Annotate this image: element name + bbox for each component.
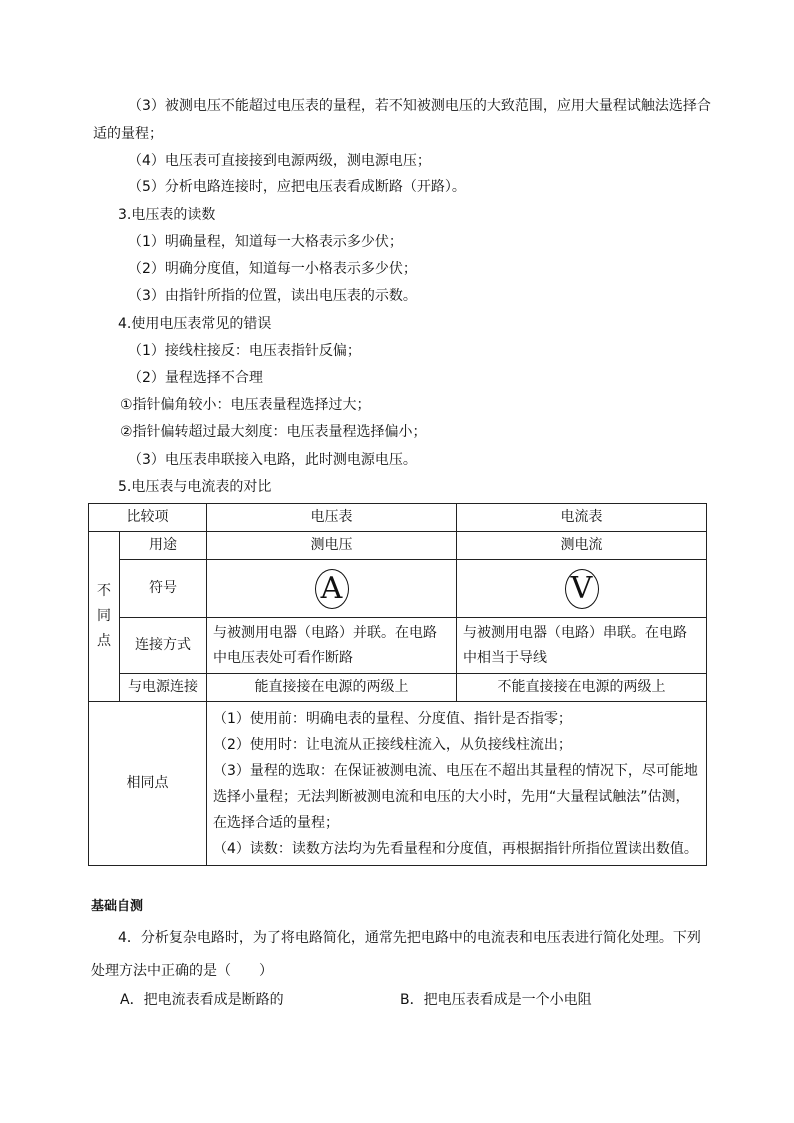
note-line: （4）电压表可直接接到电源两级，测电源电压； (128, 153, 431, 169)
voltmeter-cell: 与被测用电器（电路）并联。在电路中电压表处可看作断路 (207, 618, 457, 674)
header-voltmeter: 电压表 (207, 504, 457, 532)
note-line: （1）接线柱接反：电压表指针反偏； (128, 343, 361, 359)
diff-label: 不 同 点 (89, 532, 120, 702)
note-line: 适的量程； (93, 126, 163, 142)
option-b[interactable]: B．把电压表看成是一个小电阻 (400, 992, 592, 1008)
same-item: （2）使用时：让电流从正接线柱流入，从负接线柱流出； (213, 736, 572, 753)
note-line: （3）电压表串联接入电路，此时测电源电压。 (128, 452, 417, 468)
table-row (89, 702, 707, 866)
note-line: ②指针偏转超过最大刻度：电压表量程选择偏小； (120, 424, 427, 440)
ammeter-symbol-cell (457, 560, 707, 618)
note-line: （2）量程选择不合理 (128, 370, 263, 386)
same-item: （1）使用前：明确电表的量程、分度值、指针是否指零； (213, 710, 572, 727)
ammeter-cell: 与被测用电器（电路）串联。在电路中相当于导线 (457, 618, 707, 674)
note-line: （3）由指针所指的位置，读出电压表的示数。 (128, 288, 417, 304)
table-row (89, 674, 707, 702)
note-line: （5）分析电路连接时，应把电压表看成断路（开路）。 (128, 179, 466, 195)
option-a[interactable]: A．把电流表看成是断路的 (120, 992, 284, 1008)
section-title: 5.电压表与电流表的对比 (118, 479, 272, 495)
ammeter-symbol-icon: A (315, 569, 349, 609)
row-label: 连接方式 (120, 618, 207, 674)
header-ammeter: 电流表 (457, 504, 707, 532)
table-row (89, 532, 707, 560)
table-row (89, 618, 707, 674)
same-cell (207, 702, 707, 866)
voltmeter-symbol-cell (207, 560, 457, 618)
table-row (89, 560, 707, 618)
voltmeter-cell: 测电压 (207, 532, 457, 560)
section-heading: 基础自测 (91, 899, 144, 914)
ammeter-cell: 不能直接接在电源的两级上 (457, 674, 707, 702)
section-title: 3.电压表的读数 (118, 207, 216, 223)
note-line: （1）明确量程，知道每一大格表示多少伏； (128, 234, 403, 250)
row-label: 符号 (120, 560, 207, 618)
section-title: 4.使用电压表常见的错误 (118, 316, 272, 332)
question-line: 处理方法中正确的是（ ） (91, 963, 273, 979)
note-line: （3）被测电压不能超过电压表的量程，若不知被测电压的大致范围，应用大量程试触法选择合 (128, 98, 711, 114)
ammeter-cell: 测电流 (457, 532, 707, 560)
voltmeter-cell: 能直接接在电源的两级上 (207, 674, 457, 702)
row-label: 用途 (120, 532, 207, 560)
same-item: （4）读数：读数方法均为先看量程和分度值，再根据指针所指位置读出数值。 (213, 840, 698, 857)
question-line: 4．分析复杂电路时，为了将电路简化，通常先把电路中的电流表和电压表进行简化处理。下列 (118, 930, 701, 946)
same-label: 相同点 (89, 702, 207, 866)
same-item: （3）量程的选取：在保证被测电流、电压在不超出其量程的情况下，尽可能地选择小量程；无法判断被测电流和电压的大小时，先用“大量程试触法”估测，在选择合适的量程； (213, 762, 698, 831)
comparison-table (88, 503, 707, 866)
header-item: 比较项 (89, 504, 207, 532)
note-line: ①指针偏角较小：电压表量程选择过大； (120, 397, 371, 413)
note-line: （2）明确分度值，知道每一小格表示多少伏； (128, 261, 417, 277)
table-header-row (89, 504, 707, 532)
voltmeter-symbol-icon: V (565, 569, 599, 609)
row-label: 与电源连接 (120, 674, 207, 702)
